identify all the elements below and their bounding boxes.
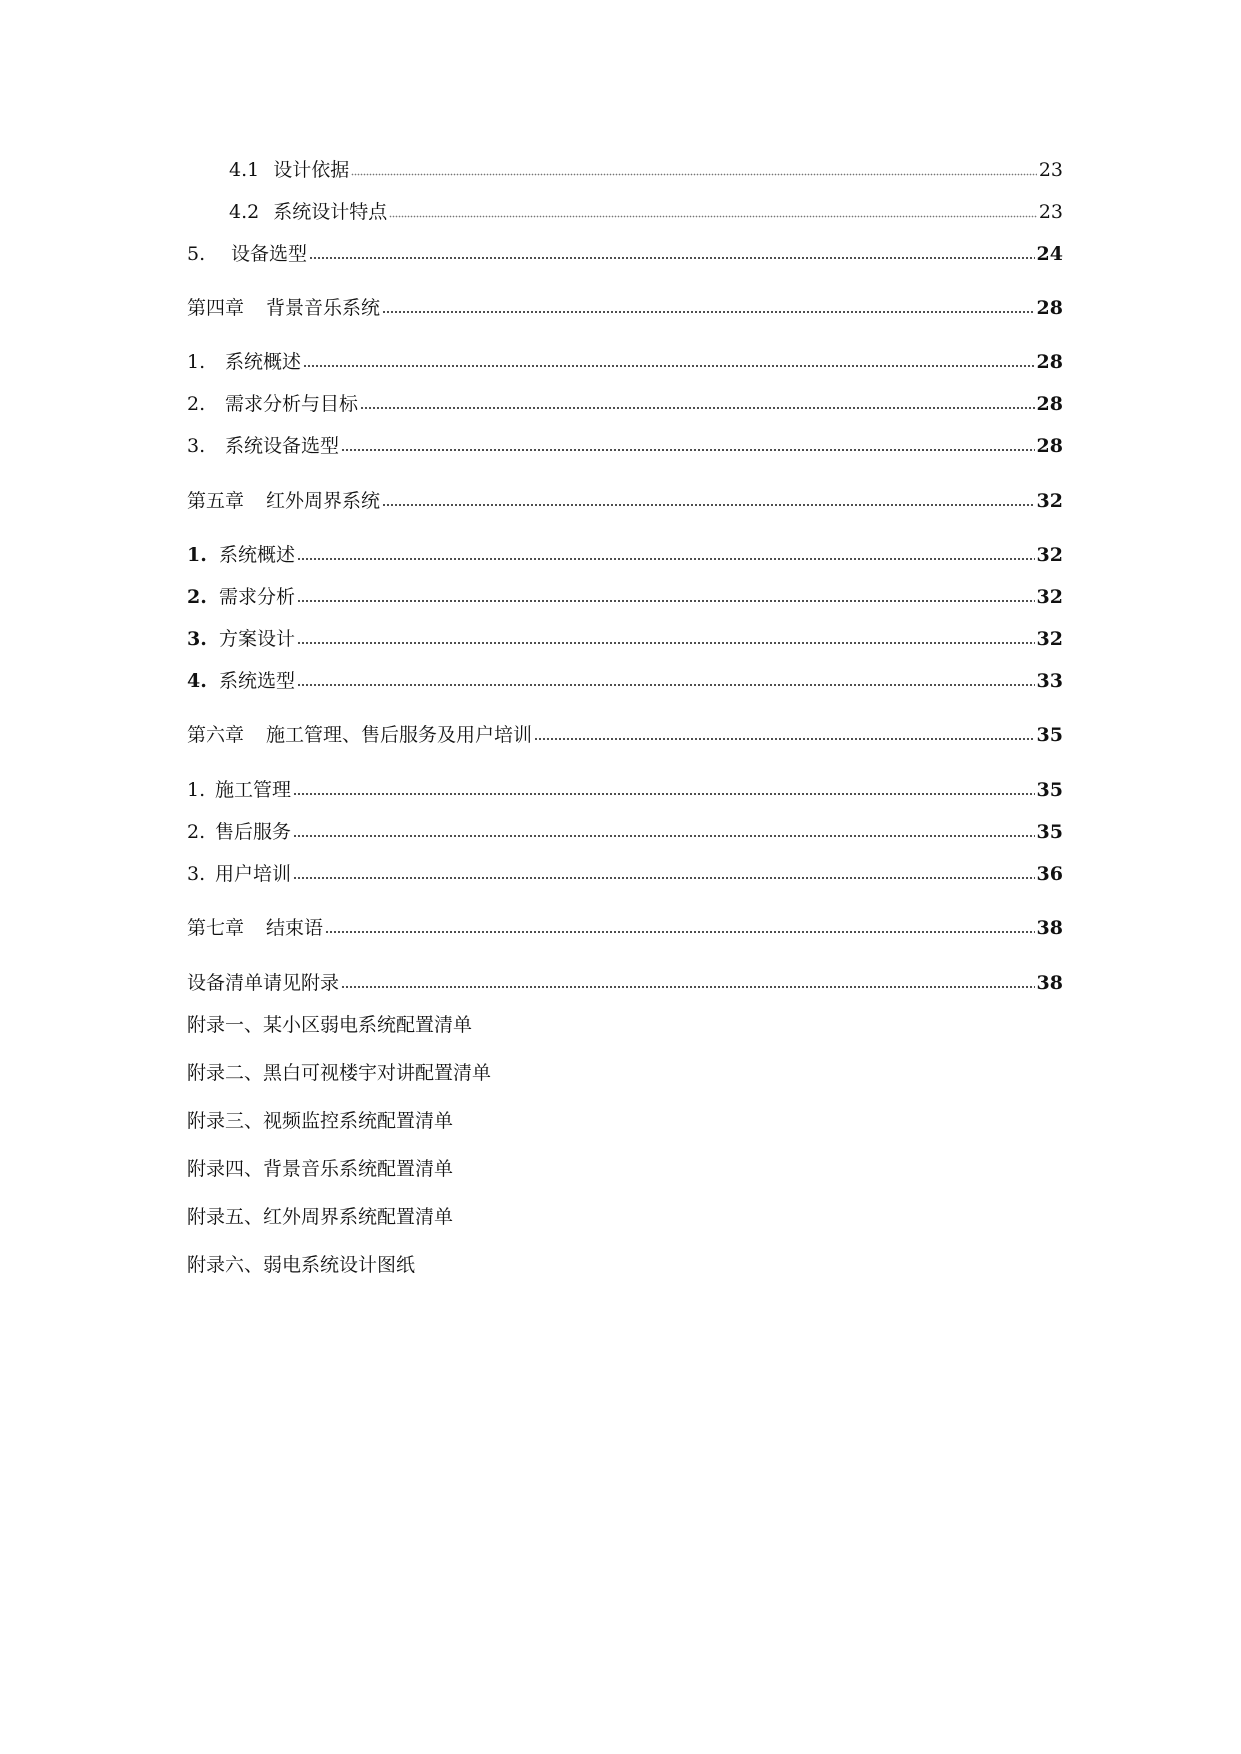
toc-entry-title: 用户培训 [215, 863, 292, 885]
toc-entry-number: 4. [187, 670, 207, 692]
toc-entry-number: 第五章 [187, 490, 245, 512]
toc-entry-number: 第四章 [187, 297, 245, 319]
toc-entry-title: 售后服务 [215, 821, 292, 843]
toc-dot-leader [341, 436, 1035, 456]
toc-entry-title: 设计依据 [273, 159, 350, 181]
toc-entry-title: 施工管理、售后服务及用户培训 [266, 724, 533, 746]
appendix-item[interactable]: 附录一、某小区弱电系统配置清单 [187, 1014, 473, 1036]
toc-entry-page: 32 [1036, 628, 1063, 650]
toc-dot-leader [303, 352, 1035, 372]
toc-entry-page: 28 [1036, 435, 1063, 457]
toc-entry-title: 系统选型 [219, 670, 296, 692]
toc-entry-number: 4.1 [229, 159, 260, 181]
toc-entry-page: 23 [1038, 201, 1063, 223]
toc-dot-leader [297, 629, 1035, 649]
appendix-item[interactable]: 附录二、黑白可视楼宇对讲配置清单 [187, 1062, 492, 1084]
toc-dot-leader [389, 202, 1037, 222]
toc-entry-title: 需求分析 [219, 586, 296, 608]
toc-entry-number: 1. [187, 544, 207, 566]
toc-entry-number: 第六章 [187, 724, 245, 746]
toc-entry-title: 施工管理 [215, 779, 292, 801]
appendix-item[interactable]: 附录五、红外周界系统配置清单 [187, 1206, 454, 1228]
toc-entry[interactable] [187, 389, 1063, 419]
toc-dot-leader [293, 822, 1035, 842]
toc-entry-number: 1. [187, 779, 206, 801]
toc-dot-leader [382, 298, 1035, 318]
toc-entry[interactable] [187, 624, 1063, 654]
toc-entry-number: 3. [187, 863, 206, 885]
toc-entry-number: 2. [187, 821, 206, 843]
toc-entry-title: 红外周界系统 [266, 490, 381, 512]
toc-entry[interactable] [187, 582, 1063, 612]
toc-entry[interactable] [187, 486, 1063, 516]
toc-dot-leader [534, 725, 1035, 745]
toc-entry[interactable] [187, 293, 1063, 323]
toc-entry[interactable] [187, 239, 1063, 269]
toc-dot-leader [325, 918, 1035, 938]
toc-entry[interactable] [187, 666, 1063, 696]
toc-entry-number: 4.2 [229, 201, 260, 223]
toc-entry-page: 36 [1036, 863, 1063, 885]
toc-entry-title: 系统设备选型 [225, 435, 340, 457]
toc-entry-page: 38 [1036, 972, 1063, 994]
toc-entry-page: 35 [1036, 779, 1063, 801]
toc-entry-number: 2. [187, 586, 207, 608]
toc-entry-title: 背景音乐系统 [266, 297, 381, 319]
toc-entry-title: 系统概述 [219, 544, 296, 566]
toc-dot-leader [293, 864, 1035, 884]
toc-entry-title: 结束语 [266, 917, 324, 939]
toc-entry-page: 32 [1036, 544, 1063, 566]
toc-entry-number: 第七章 [187, 917, 245, 939]
toc-entry-page: 35 [1036, 724, 1063, 746]
toc-entry-number: 5. [187, 243, 206, 265]
toc-dot-leader [293, 780, 1035, 800]
toc-entry[interactable] [187, 913, 1063, 943]
toc-entry[interactable] [187, 540, 1063, 570]
toc-entry-page: 28 [1036, 393, 1063, 415]
appendix-item[interactable]: 附录六、弱电系统设计图纸 [187, 1254, 416, 1276]
toc-entry-number: 3. [187, 628, 207, 650]
toc-dot-leader [297, 671, 1035, 691]
toc-entry[interactable] [187, 775, 1063, 805]
toc-entry-page: 28 [1036, 297, 1063, 319]
toc-dot-leader [297, 545, 1035, 565]
toc-entry-page: 28 [1036, 351, 1063, 373]
toc-entry-title: 方案设计 [219, 628, 296, 650]
appendix-item[interactable]: 附录四、背景音乐系统配置清单 [187, 1158, 454, 1180]
toc-entry-page: 38 [1036, 917, 1063, 939]
toc-entry-number: 3. [187, 435, 206, 457]
toc-entry[interactable] [187, 859, 1063, 889]
toc-entry[interactable] [187, 968, 1063, 998]
toc-dot-leader [297, 587, 1035, 607]
toc-entry-title: 需求分析与目标 [225, 393, 359, 415]
toc-entry[interactable] [187, 347, 1063, 377]
toc-entry[interactable] [187, 817, 1063, 847]
appendix-item[interactable]: 附录三、视频监控系统配置清单 [187, 1110, 454, 1132]
toc-entry-title: 设备选型 [231, 243, 308, 265]
toc-entry-number: 1. [187, 351, 206, 373]
toc-entry[interactable] [229, 155, 1063, 185]
toc-entry-page: 32 [1036, 586, 1063, 608]
toc-entry-page: 33 [1036, 670, 1063, 692]
toc-dot-leader [360, 394, 1035, 414]
toc-entry-page: 35 [1036, 821, 1063, 843]
toc-entry[interactable] [229, 197, 1063, 227]
toc-entry[interactable] [187, 720, 1063, 750]
toc-entry-number: 2. [187, 393, 206, 415]
toc-entry-title: 设备清单请见附录 [187, 972, 340, 994]
toc-dot-leader [382, 491, 1035, 511]
toc-entry-page: 32 [1036, 490, 1063, 512]
toc-entry-page: 24 [1036, 243, 1063, 265]
toc-entry-title: 系统设计特点 [273, 201, 388, 223]
toc-dot-leader [309, 244, 1035, 264]
toc-entry-title: 系统概述 [225, 351, 302, 373]
toc-entry-page: 23 [1038, 159, 1063, 181]
toc-entry[interactable] [187, 431, 1063, 461]
toc-dot-leader [351, 160, 1037, 180]
toc-dot-leader [341, 973, 1035, 993]
